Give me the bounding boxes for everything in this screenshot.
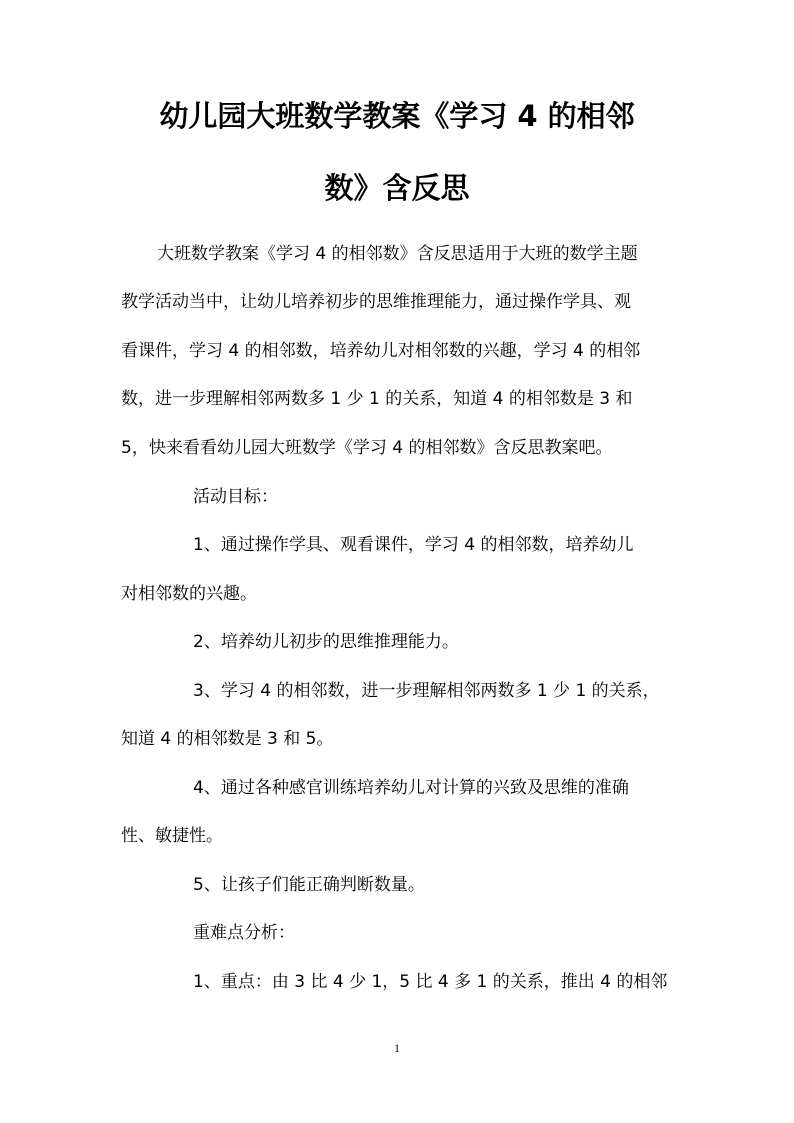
section-heading-objectives: 活动目标： [193,487,278,507]
objective-4-line-2: 性、敏捷性。 [121,826,223,846]
body-line-5: 5，快来看看幼儿园大班数学《学习 4 的相邻数》含反思教案吧。 [121,438,613,458]
title-line-2: 数》含反思 [324,171,470,205]
body-line-2: 教学活动当中，让幼儿培养初步的思维推理能力，通过操作学具、观 [121,292,631,312]
body-line-4: 数，进一步理解相邻两数多 1 少 1 的关系，知道 4 的相邻数是 3 和 [121,389,633,409]
objective-3-line-1: 3、学习 4 的相邻数，进一步理解相邻两数多 1 少 1 的关系， [193,681,660,701]
body-line-3: 看课件，学习 4 的相邻数，培养幼儿对相邻数的兴趣，学习 4 的相邻 [121,341,641,361]
section-heading-key-points: 重难点分析： [193,923,295,943]
page-number: 1 [394,1041,400,1055]
title-line-1: 幼儿园大班数学教案《学习 4 的相邻 [159,99,635,133]
objective-4-line-1: 4、通过各种感官训练培养幼儿对计算的兴致及思维的准确 [193,778,629,798]
key-point-1-line-1: 1、重点：由 3 比 4 少 1，5 比 4 多 1 的关系，推出 4 的相邻 [193,972,668,992]
objective-1-line-1: 1、通过操作学具、观看课件，学习 4 的相邻数，培养幼儿 [193,535,634,555]
objective-2: 2、培养幼儿初步的思维推理能力。 [193,632,459,652]
objective-1-line-2: 对相邻数的兴趣。 [121,584,257,604]
objective-3-line-2: 知道 4 的相邻数是 3 和 5。 [121,729,334,749]
body-line-1: 大班数学教案《学习 4 的相邻数》含反思适用于大班的数学主题 [157,244,638,264]
objective-5: 5、让孩子们能正确判断数量。 [193,875,425,895]
